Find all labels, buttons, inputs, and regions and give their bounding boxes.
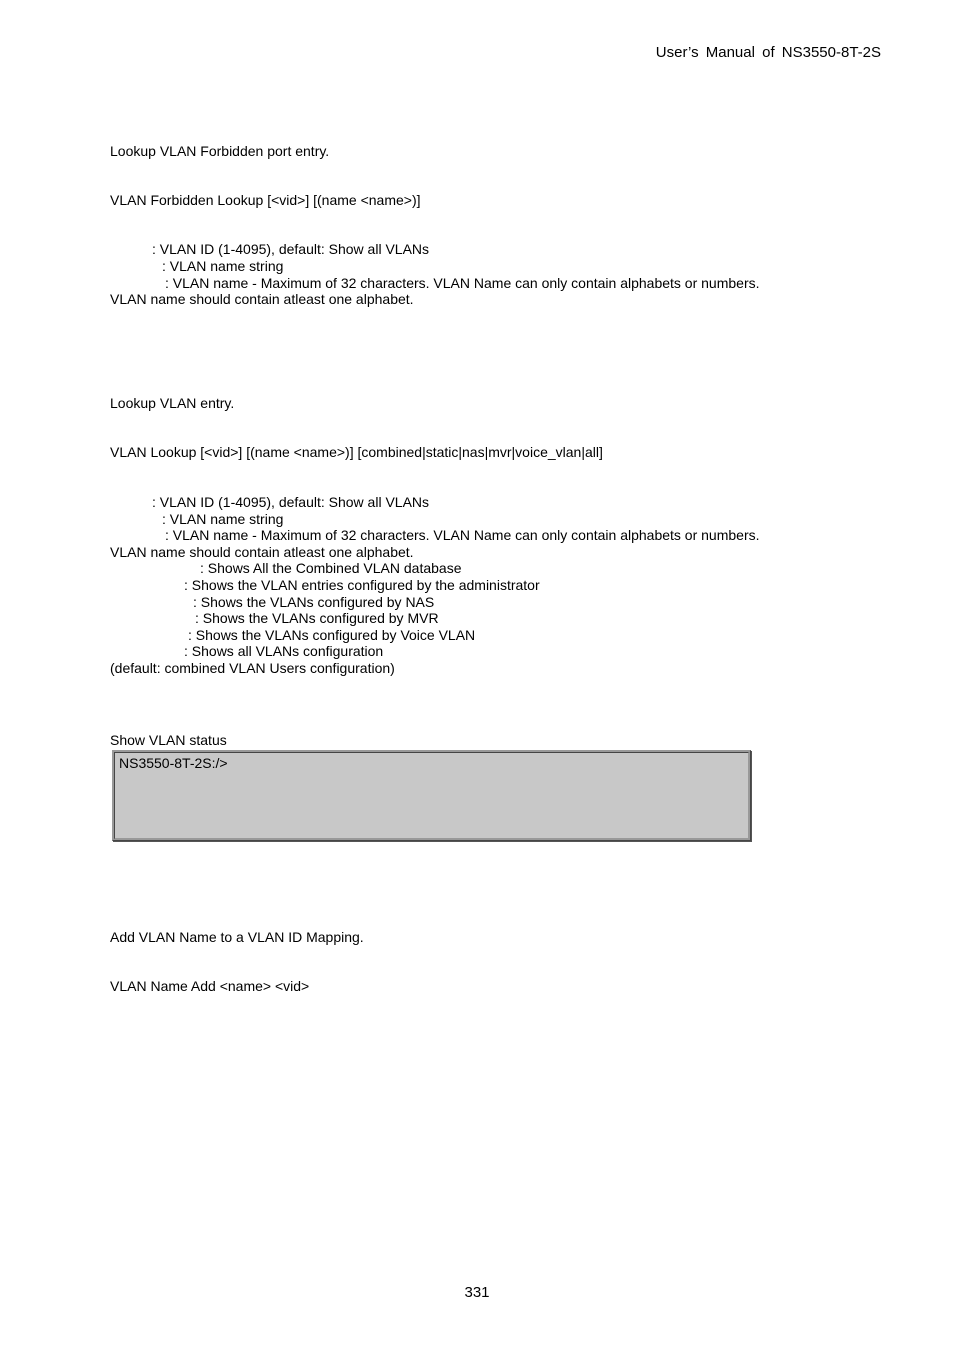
param-vid: : VLAN ID (1-4095), default: Show all VLANs bbox=[152, 241, 430, 257]
lookup-description: Lookup VLAN entry. bbox=[110, 395, 235, 411]
param-name-value: : VLAN name - Maximum of 32 characters. VLAN Name can only contain alphabets or numbers. bbox=[165, 275, 760, 291]
param-vid: : VLAN ID (1-4095), default: Show all VLANs bbox=[152, 494, 430, 510]
param-voice-vlan: : Shows the VLANs configured by Voice VLAN bbox=[188, 627, 476, 643]
param-default: (default: combined VLAN Users configuration) bbox=[110, 660, 395, 676]
param-name-continued: VLAN name should contain atleast one alphabet. bbox=[110, 544, 414, 560]
param-nas: : Shows the VLANs configured by NAS bbox=[193, 594, 435, 610]
lookup-syntax: VLAN Lookup [<vid>] [(name <name>)] [combined|static|nas|mvr|voice_vlan|all] bbox=[110, 444, 603, 460]
param-all: : Shows all VLANs configuration bbox=[184, 643, 384, 659]
forbidden-lookup-description: Lookup VLAN Forbidden port entry. bbox=[110, 143, 330, 159]
example-caption: Show VLAN status bbox=[110, 732, 227, 748]
name-add-syntax: VLAN Name Add <name> <vid> bbox=[110, 978, 310, 994]
param-static: : Shows the VLAN entries configured by the administrator bbox=[184, 577, 540, 593]
param-name-keyword: : VLAN name string bbox=[162, 511, 284, 527]
page-header: User’s Manual of NS3550-8T-2S bbox=[655, 44, 881, 61]
param-name-value: : VLAN name - Maximum of 32 characters. VLAN Name can only contain alphabets or numbers. bbox=[165, 527, 760, 543]
page-number: 331 bbox=[464, 1284, 490, 1301]
param-mvr: : Shows the VLANs configured by MVR bbox=[195, 610, 439, 626]
param-name-continued: VLAN name should contain atleast one alphabet. bbox=[110, 291, 414, 307]
param-name-keyword: : VLAN name string bbox=[162, 258, 284, 274]
terminal-box bbox=[112, 750, 751, 841]
name-add-description: Add VLAN Name to a VLAN ID Mapping. bbox=[110, 929, 364, 945]
forbidden-lookup-syntax: VLAN Forbidden Lookup [<vid>] [(name <name>)] bbox=[110, 192, 421, 208]
terminal-prompt: NS3550-8T-2S:/> bbox=[119, 755, 228, 771]
param-combined: : Shows All the Combined VLAN database bbox=[200, 560, 462, 576]
